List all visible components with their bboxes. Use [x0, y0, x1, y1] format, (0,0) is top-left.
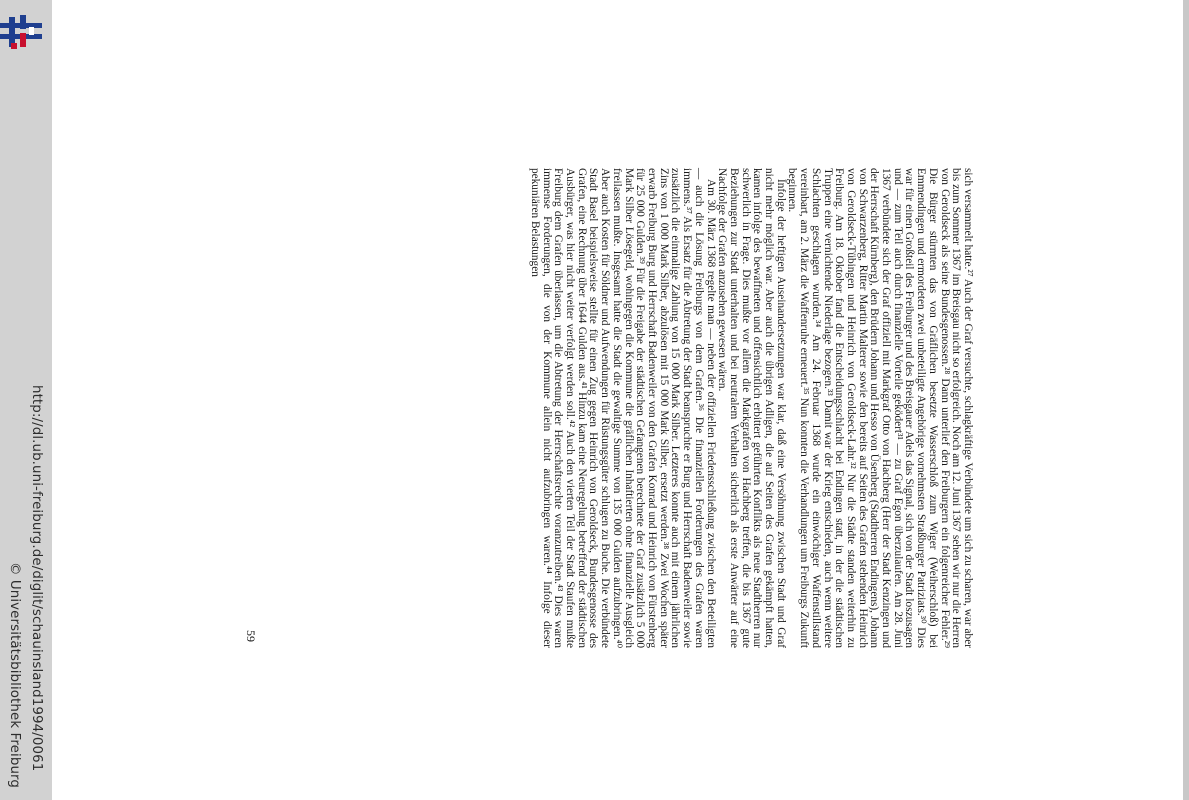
source-url[interactable]: http://dl.ub.uni-freiburg.de/diglit/schauinsland1994/0061: [29, 385, 44, 772]
paragraph: sich versammelt hatte.²⁷ Auch der Graf versuchte, schlagkräftige Verbündete um sich zu scharen, war aber bis zum Sommer 1367 im Breisgau nicht so erfolgreich. Noch am 12. Juni 1367 sehen wir nur die Herren von Geroldseck als seine Bundesgenossen.²⁸ Dann unterlief den Freiburgern ein folgenreicher Fehler.²⁹ Die Bürger stürmten das von Gräflichen besetzte Wasserschloß zum Wiger (Weiherschloß) bei Emmendingen und ermordeten zwei unbeteiligte Angehörige vornehmsten Straßburger Patriziats.³⁰ Dies war für einen Großteil des Freiburger und des Breisgauer Adels das Signal, sich von der Stadt loszusagen und — zum Teil auch durch finanzielle Vorteile geködert³¹ — zu Graf Egon überzulaufen. Am 28. Juni 1367 verbündete sich der Graf offiziell mit Markgraf Otto von Hachberg (Herr der Stadt Kenzingen und der Herrschaft Kürnberg), den Brüdern Johann und Hesso von Üsenberg (Stadtherren Endingens), Johann von Schwarzenberg, Ritter Martin Malterer sowie den bereits auf Seiten des Grafen stehenden Heinrich von Geroldseck-Tübingen und Heinrich von Geroldseck-Lahr.³² Nur die Städte standen weiterhin zu Freiburg. Am 18. Oktober fand die Entscheidungsschlacht bei Endingen statt, in der die städtischen Truppen eine vernichtende Niederlage bezogen.³³ Damit war der Krieg entschieden, auch wenn weitere Schlachten geschlagen wurden.³⁴ Am 24. Februar 1368 wurde ein einwöchiger Waffenstillstand vereinbart, am 2. März die Waffenruhe erneuert.³⁵ Nun konnten die Verhandlungen um Freiburgs Zukunft beginnen.: [786, 168, 974, 648]
page-number: 59: [244, 630, 258, 642]
copyright-notice: © Universitätsbibliothek Freiburg: [7, 562, 22, 788]
page-body-text: [528, 168, 973, 648]
paragraph: Infolge der heftigen Auseinandersetzungen war klar, daß eine Versöhnung zwischen Stadt und Graf nicht mehr möglich war. Aber auch die übrigen Adligen, die auf Seiten des Grafen gekämpft hatten, kamen infolge des bewaffneten und offensichtlich erbittert geführten Konflikts als neue Stadtherren nur schwerlich in Frage. Dies mußte vor allem die Markgrafen von Hachberg treffen, die bis 1367 gute Beziehungen zur Stadt unterhalten und bei neutralem Verhalten sicherlich als erste Anwärter auf eine Nachfolge der Grafen anzusehen gewesen wären.: [716, 168, 787, 648]
source-info: [0, 0, 52, 800]
paragraph: Am 30. März 1368 regelte man — neben der offiziellen Friedensschließung zwischen den Beteiligten — auch die Lösung Freiburgs von dem Grafen.³⁶ Die finanziellen Forderungen des Grafen waren immens.³⁷ Als Ersatz für die Abtretung der Stadt beanspruchte er Burg und Herrschaft Badenweiler sowie zusätzlich die einmalige Zahlung von 15 000 Mark Silber. Letzteres konnte auch mit einem jährlichen Zins von 1 000 Mark Silber, abzulösen mit 15 000 Mark Silber, ersetzt werden.³⁸ Zwei Wochen später erwarb Freiburg Burg und Herrschaft Badenweiler von den Grafen Konrad und Heinrich von Fürstenberg für 25 000 Gulden.³⁹ Für die Freigabe der städtischen Gefangenen berechnete der Graf zusätzlich 5 000 Mark Silber Lösegeld, wohingegen die Kommune die gräflichen Inhaftierten ohne finanzielle Ausgleich freilassen mußte. Insgesamt hatte die Stadt die gewaltige Summe von 135 000 Gulden aufzubringen.⁴⁰ Aber auch Kosten für Söldner und Aufwendungen für Rüstungsgüter schlugen zu Buche. Die verbündete Stadt Basel beispielsweise stellte für einen Zug gegen Heinrich von Geroldseck, Bundesgenosse des Grafen, eine Rechnung über 1644 Gulden aus.⁴¹ Hinzu kam eine Neuregelung betreffend der städtischen Ausbürger, was hier nicht weiter verfolgt werden soll.⁴² Auch den vierten Teil der Stadt Staufen mußte Freiburg dem Grafen überlassen, um die Abtretung der Herrschaftsrechte voranzutreiben.⁴³ Dies waren immense Forderungen, die von der Kommune allein nicht aufzubringen waren.⁴⁴ Infolge dieser pekuniären Belastungen: [528, 168, 717, 648]
sidebar: [0, 0, 52, 800]
scrollbar-edge[interactable]: [1183, 0, 1189, 800]
